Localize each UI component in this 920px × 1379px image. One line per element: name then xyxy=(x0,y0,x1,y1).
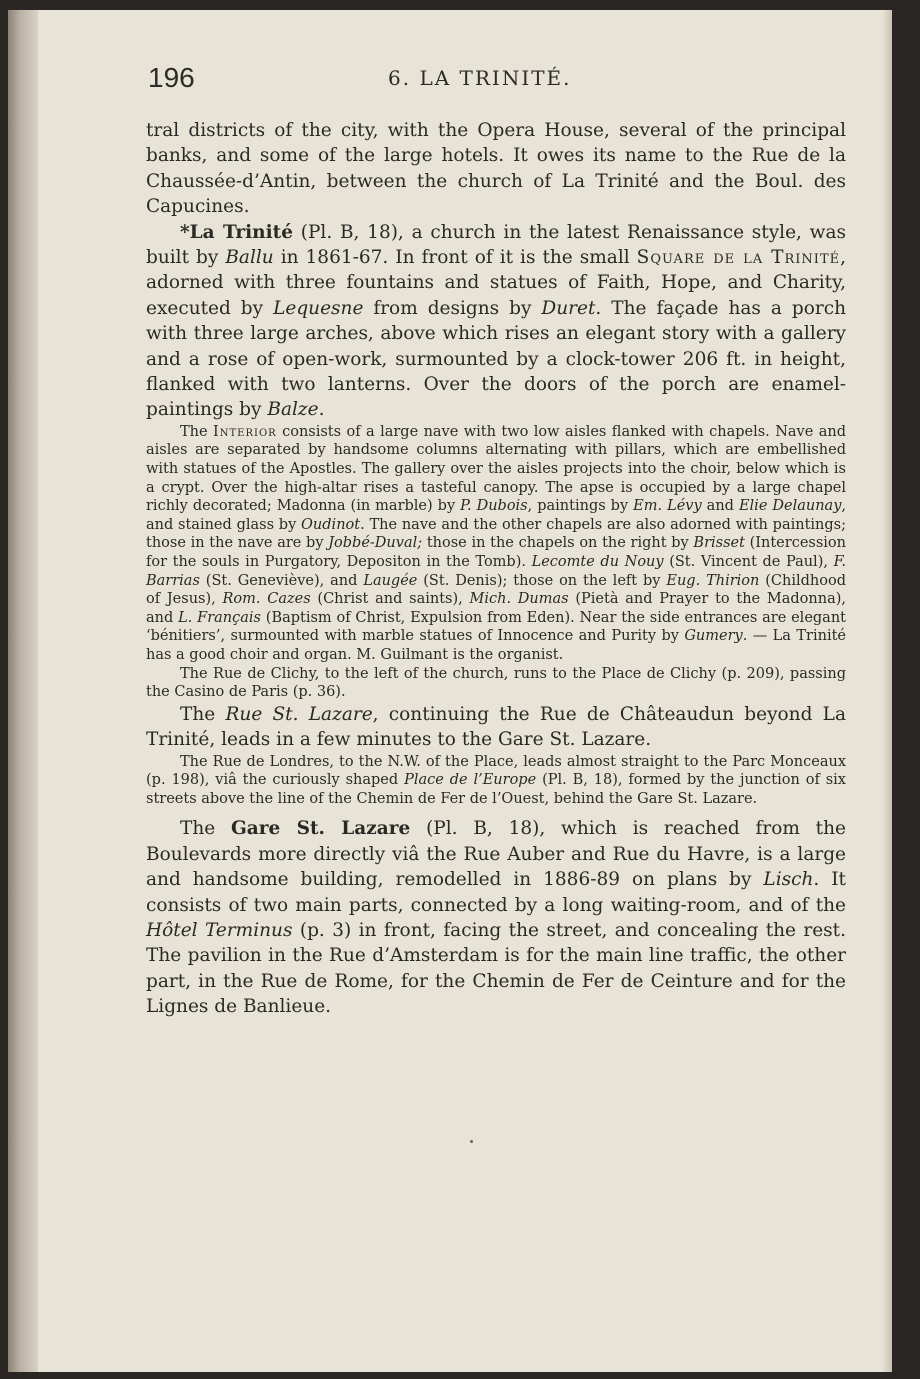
page-number: 196 xyxy=(148,62,195,93)
text-run: . The façade has a porch with three large arches, above which rises an elegant story with a gallery and a rose of open-work, surmounted by a clock-tower 206 ft. in height, flanked with two lanterns. Over the doors of the porch are enamel-paintings by xyxy=(146,297,847,421)
italic-name: Laugée xyxy=(363,572,418,589)
text-run: (Intercession for the souls in Purgatory, Depositon in the Tomb). xyxy=(146,535,846,571)
print-speck xyxy=(470,1140,473,1143)
text-run: and xyxy=(701,498,739,515)
italic-name: Elie Delaunay xyxy=(738,498,842,515)
text-run: , adorned with three fountains and statues of Faith, Hope, and Charity, executed by xyxy=(146,247,846,319)
paragraph-gare-st-lazare xyxy=(146,816,846,1019)
paragraph-la-trinite xyxy=(146,220,846,423)
text-run: (Pl. B, 18), which is reached from the Boulevards more directly viâ the Rue Auber and Rue du Havre, is a large and handsome building, remodelled in 1886-89 on plans by xyxy=(146,818,846,891)
text-run: . — La Trinité has a good choir and organ. M. Guilmant is the organist. xyxy=(146,628,846,663)
text-run: The xyxy=(180,818,231,840)
paragraph-1: tral districts of the city, with the Opera House, several of the principal banks, and some of the large hotels. It owes its name to the Rue de la Chaussée-d’Antin, between the church of La Trinité and the Boul. des Capucines. xyxy=(146,120,846,218)
text-run: (St. Geneviève), and xyxy=(199,572,364,589)
text-run: The Rue de Londres, to the N.W. of the Place, leads almost straight to the Parc Monceaux (p. 198), viâ the curiously shaped xyxy=(146,753,846,789)
text-run: (St. Vincent de Paul), xyxy=(663,554,834,571)
italic-name: Lequesne xyxy=(273,297,364,319)
paragraph-rue-st-lazare xyxy=(146,702,846,753)
italic-name: Hôtel Terminus xyxy=(146,920,293,941)
italic-name: Gumery xyxy=(684,628,743,645)
italic-name: Mich. Dumas xyxy=(469,591,569,608)
paragraph-rue-de-londres xyxy=(146,753,846,809)
running-head: 6. LA TRINITÉ. xyxy=(388,66,572,90)
italic-name: Ballu xyxy=(225,247,274,269)
text-run: those in the chapels on the right by xyxy=(422,535,694,552)
italic-name: Eug. Thirion xyxy=(666,572,760,589)
italic-name: Em. Lévy xyxy=(633,498,702,515)
book-page xyxy=(8,10,892,1372)
text-run: , and stained glass by xyxy=(146,498,847,533)
text-run: (St. Denis); those on the left by xyxy=(417,572,667,589)
italic-name: Lisch xyxy=(763,869,814,891)
italic-name: Brisset xyxy=(693,535,745,552)
text-run: (Pietà and Prayer to the Madonna), and xyxy=(146,591,846,626)
paragraph-rue-de-clichy: The Rue de Clichy, to the left of the church, runs to the Place de Clichy (p. 209), passing the Casino de Paris (p. 36). xyxy=(146,665,846,701)
italic-name: P. Dubois xyxy=(460,498,528,515)
text-run: (Baptism of Christ, Expulsion from Eden). Near the side entrances are elegant ‘bénitiers’, surmounted with marble statues of Innocence and Purity by xyxy=(146,609,846,645)
italic-name: F. Barrias xyxy=(146,554,846,589)
italic-name: L. Français xyxy=(178,609,261,626)
text-run: (Childhood of Jesus), xyxy=(146,572,846,608)
small-caps-term: Square de la Trinité xyxy=(636,247,841,269)
italic-name: Rue St. Lazare xyxy=(225,703,373,725)
text-run: . The nave and the other chapels are also adorned with paintings; those in the nave are by xyxy=(146,516,846,552)
paragraph-interior xyxy=(146,423,846,665)
page-body xyxy=(146,118,846,1020)
text-run: . xyxy=(318,399,325,421)
page-header xyxy=(148,62,848,102)
text-run: in 1861-67. In front of it is the small xyxy=(273,247,637,269)
italic-name: Rom. Cazes xyxy=(222,591,311,608)
page-edge-shadow xyxy=(882,10,892,1372)
text-run: (Pl. B, 18), formed by the junction of six streets above the line of the Chemin de Fer de l’Ouest, behind the Gare St. Lazare. xyxy=(146,772,846,807)
text-run: from designs by xyxy=(363,297,542,319)
text-run: , paintings by xyxy=(527,498,634,515)
text-run: . It consists of two main parts, connected by a long waiting-room, and of the xyxy=(146,869,846,916)
text-run: The xyxy=(180,423,214,440)
text-run: (p. 3) in front, facing the street, and concealing the rest. The pavilion in the Rue d’Amsterdam is for the main line traffic, the other part, in the Rue de Rome, for the Chemin de Fer de Ceinture and for the Lignes de Banlieue. xyxy=(146,920,846,1018)
text-run: consists of a large nave with two low aisles flanked with chapels. Nave and aisles are separated by handsome columns alternating with pillars, which are embellished with statues of the Apostles. The gallery over the aisles projects into the choir, below which is a crypt. Over the high-altar rises a tasteful canopy. The apse is occupied by a large chapel richly decorated; Madonna (in marble) by xyxy=(146,423,846,515)
page-gutter-shadow xyxy=(8,10,38,1372)
heading-gare-st-lazare: Gare St. Lazare xyxy=(230,818,411,840)
italic-name: Duret xyxy=(541,297,596,319)
text-run: (Pl. B, 18), a church in the latest Renaissance style, was built by xyxy=(146,221,847,269)
italic-name: Jobbé-Duval; xyxy=(328,535,423,552)
italic-name: Place de l’Europe xyxy=(404,772,537,789)
italic-name: Oudinot xyxy=(301,516,361,533)
text-run: (Christ and saints), xyxy=(310,591,470,608)
text-run: , continuing the Rue de Châteaudun beyond La Trinité, leads in a few minutes to the Gare St. Lazare. xyxy=(146,703,846,751)
small-caps-term: Interior xyxy=(213,423,277,440)
italic-name: Lecomte du Nouy xyxy=(531,554,664,571)
italic-name: Balze xyxy=(267,399,319,421)
heading-la-trinite: *La Trinité xyxy=(180,221,293,243)
text-run: The xyxy=(180,703,226,725)
